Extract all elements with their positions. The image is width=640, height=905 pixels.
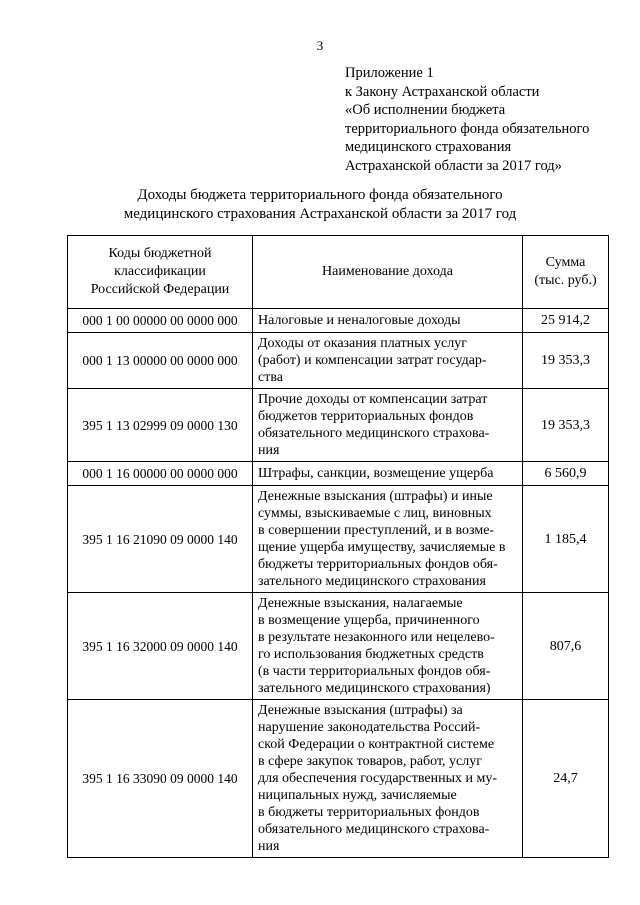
annex-line: Астраханской области за 2017 год» [345,157,562,174]
row-code: 395 1 16 33090 09 0000 140 [68,700,253,858]
header-code-line: Российской Федерации [90,282,230,297]
row-name-line: в сфере закупок товаров, работ, услуг [258,754,482,769]
row-code: 395 1 16 32000 09 0000 140 [68,593,253,700]
row-name-line: бюджеты территориальных фондов обя- [258,557,498,572]
row-name-line: бюджетов территориальных фондов [258,409,474,424]
row-name-line: Денежные взыскания (штрафы) за [258,703,463,718]
revenue-table [67,235,609,858]
page-number: 3 [316,38,324,53]
row-code: 000 1 16 00000 00 0000 000 [68,462,253,486]
header-sum-line: Сумма [545,255,586,270]
header-sum-line: (тыс. руб.) [534,273,597,288]
row-name-line: для обеспечения государственных и му- [258,771,498,786]
table-header-row [68,236,609,309]
header-code [68,236,253,309]
row-name-line: (работ) и компенсации затрат государ- [258,353,487,368]
row-name-line: (в части территориальных фондов обя- [258,664,491,679]
row-name-line: в совершении преступлений, и в возме- [258,523,495,538]
title-line: Доходы бюджета территориального фонда обязательного [137,187,503,203]
row-code: 000 1 00 00000 00 0000 000 [68,309,253,333]
row-name [253,593,523,700]
header-code-line: Коды бюджетной [108,246,212,261]
row-name-line: Денежные взыскания, налагаемые [258,596,463,611]
row-name-line: в бюджеты территориальных фондов [258,805,480,820]
row-name-line: зательного медицинского страхования) [258,681,491,696]
row-sum: 1 185,4 [523,486,609,593]
table-row [68,700,609,858]
row-name [253,389,523,462]
row-name-line: ния [258,839,280,854]
row-name-line: суммы, взыскиваемые с лиц, виновных [258,506,492,521]
row-name [253,462,523,486]
table-row [68,593,609,700]
title-line: медицинского страхования Астраханской области за 2017 год [123,206,517,222]
row-name [253,309,523,333]
row-sum: 6 560,9 [523,462,609,486]
row-name-line: обязательного медицинского страхова- [258,822,490,837]
header-code-line: классификации [114,264,206,279]
table-row [68,389,609,462]
document-title [0,186,640,224]
row-name [253,333,523,389]
row-sum: 807,6 [523,593,609,700]
row-name-line: ния [258,443,280,458]
row-sum: 19 353,3 [523,389,609,462]
row-name-line: ства [258,370,283,385]
row-sum: 24,7 [523,700,609,858]
table-row [68,309,609,333]
row-name-line: зательного медицинского страхования [258,574,486,589]
row-name-line: нарушение законодательства Россий- [258,720,481,735]
header-sum [523,236,609,309]
row-name-line: ниципальных нужд, зачисляемые [258,788,457,803]
row-name-line: в результате незаконного или нецелево- [258,630,495,645]
row-name-line: Прочие доходы от компенсации затрат [258,392,488,407]
annex-line: «Об исполнении бюджета [345,102,506,118]
annex-line: Приложение 1 [345,65,434,81]
table-body [68,309,609,858]
row-name-line: щение ущерба имуществу, зачисляемые в [258,540,506,555]
annex-block [345,64,635,175]
table-row [68,333,609,389]
annex-line: к Закону Астраханской области [345,83,540,100]
table-row [68,462,609,486]
row-name-line: Налоговые и неналоговые доходы [258,313,461,328]
row-name-line: в возмещение ущерба, причиненного [258,613,480,628]
row-name-line: Штрафы, санкции, возмещение ущерба [258,466,494,481]
row-name-line: Доходы от оказания платных услуг [258,336,467,351]
row-name-line: обязательного медицинского страхова- [258,426,490,441]
row-code: 000 1 13 00000 00 0000 000 [68,333,253,389]
row-sum: 25 914,2 [523,309,609,333]
row-name [253,486,523,593]
row-name-line: Денежные взыскания (штрафы) и иные [258,489,493,504]
row-name [253,700,523,858]
row-code: 395 1 13 02999 09 0000 130 [68,389,253,462]
row-name-line: го использования бюджетных средств [258,647,484,662]
row-sum: 19 353,3 [523,333,609,389]
annex-line: территориального фонда обязательного [345,120,590,137]
table-row [68,486,609,593]
row-name-line: ской Федерации о контрактной системе [258,737,495,752]
annex-line: медицинского страхования [345,139,512,155]
header-name: Наименование дохода [253,236,523,309]
row-code: 395 1 16 21090 09 0000 140 [68,486,253,593]
